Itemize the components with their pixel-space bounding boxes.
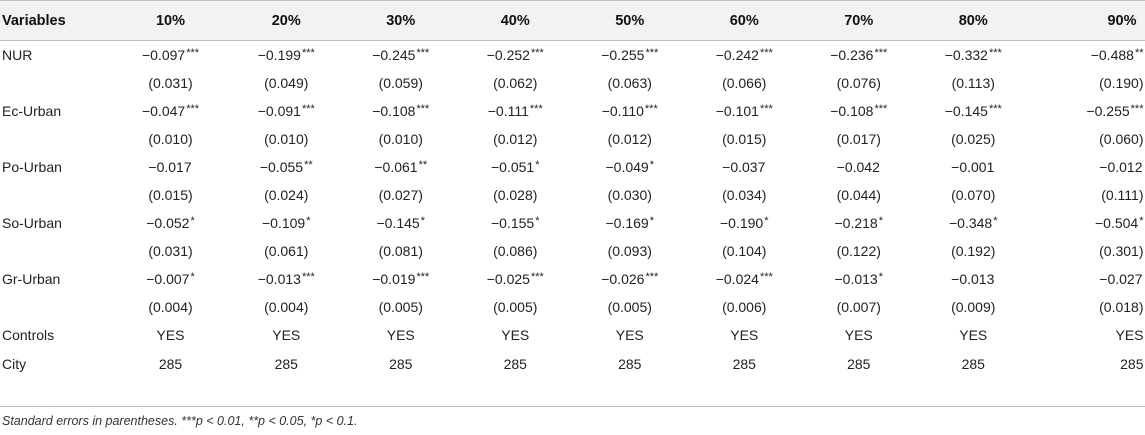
significance-stars: ***: [988, 102, 1002, 115]
significance-stars: ***: [416, 46, 430, 59]
significance-stars: *: [535, 158, 540, 171]
standard-error-cell: (0.018): [1099, 299, 1144, 316]
footer-label: Controls: [2, 327, 55, 344]
footer-value: 285: [503, 355, 527, 372]
standard-error-cell: (0.066): [722, 74, 767, 91]
estimate-row: [0, 153, 1145, 181]
footer-value: YES: [156, 327, 185, 344]
significance-stars: ***: [301, 46, 315, 59]
standard-error-row: [0, 237, 1145, 265]
standard-error-cell: (0.049): [264, 74, 309, 91]
estimate-cell: [344, 265, 459, 293]
estimate-cell: [1031, 97, 1145, 125]
coefficient-value: −0.252: [486, 46, 530, 63]
standard-error-cell: (0.060): [1099, 130, 1144, 147]
coefficient-value: −0.348: [949, 215, 993, 232]
significance-stars: ***: [530, 46, 544, 59]
standard-error-cell: (0.015): [722, 130, 767, 147]
footer-value: YES: [615, 327, 644, 344]
standard-error-cell: (0.034): [722, 187, 767, 204]
standard-error-cell: (0.027): [378, 187, 423, 204]
estimate-cell: [687, 153, 802, 181]
significance-stars: ***: [186, 102, 200, 115]
header-quantile: 70%: [802, 1, 917, 41]
significance-stars: ***: [759, 46, 773, 59]
coefficient-value: −0.108: [372, 102, 416, 119]
standard-error-cell: (0.006): [722, 299, 767, 316]
significance-stars: ***: [759, 102, 773, 115]
significance-stars: *: [878, 215, 883, 228]
header-quantile: 60%: [687, 1, 802, 41]
significance-stars: *: [993, 215, 998, 228]
estimate-cell: [687, 97, 802, 125]
standard-error-row: [0, 181, 1145, 209]
estimate-row: [0, 209, 1145, 237]
header-quantile: 80%: [916, 1, 1031, 41]
estimate-cell: [458, 153, 573, 181]
standard-error-cell: (0.025): [951, 130, 996, 147]
coefficient-value: −0.019: [372, 271, 416, 288]
footer-value: 285: [1120, 355, 1144, 372]
estimate-cell: [802, 209, 917, 237]
estimate-cell: [112, 153, 229, 181]
standard-error-cell: (0.081): [378, 243, 423, 260]
significance-stars: ***: [988, 46, 1002, 59]
estimate-cell: [112, 97, 229, 125]
estimate-cell: [458, 209, 573, 237]
significance-stars: **: [1134, 46, 1144, 59]
significance-stars: *: [306, 215, 311, 228]
standard-error-cell: (0.005): [607, 299, 652, 316]
variable-label: So-Urban: [2, 215, 62, 232]
footer-value: YES: [386, 327, 415, 344]
estimate-cell: [573, 97, 688, 125]
estimate-row: [0, 265, 1145, 293]
coefficient-value: −0.049: [605, 158, 649, 175]
estimate-cell: [802, 97, 917, 125]
standard-error-cell: (0.024): [264, 187, 309, 204]
blank-label-cell: [0, 181, 112, 209]
significance-stars: ***: [1130, 102, 1144, 115]
coefficient-value: −0.110: [601, 102, 644, 119]
significance-stars: ***: [874, 102, 888, 115]
estimate-cell: [687, 41, 802, 69]
standard-error-cell: (0.012): [493, 130, 538, 147]
standard-error-cell: (0.192): [951, 243, 996, 260]
significance-stars: ***: [416, 102, 430, 115]
significance-stars: ***: [530, 271, 544, 284]
estimate-cell: [229, 265, 344, 293]
standard-error-cell: (0.190): [1099, 74, 1144, 91]
estimate-cell: [112, 209, 229, 237]
standard-error-cell: (0.104): [722, 243, 767, 260]
coefficient-value: −0.169: [605, 215, 649, 232]
estimate-cell: [229, 41, 344, 69]
significance-stars: *: [1139, 215, 1144, 228]
significance-stars: *: [420, 215, 425, 228]
header-quantile: 30%: [344, 1, 459, 41]
coefficient-value: −0.037: [722, 158, 766, 175]
footer-value: 285: [158, 355, 183, 372]
estimate-cell: [458, 97, 573, 125]
coefficient-value: −0.332: [944, 46, 988, 63]
blank-label-cell: [0, 237, 112, 265]
estimate-cell: [573, 41, 688, 69]
variable-label: Po-Urban: [2, 158, 62, 175]
blank-label-cell: [0, 293, 112, 321]
estimate-cell: [573, 209, 688, 237]
variable-label: Gr-Urban: [2, 271, 61, 288]
coefficient-value: −0.001: [951, 158, 995, 175]
coefficient-value: −0.199: [257, 46, 301, 63]
significance-stars: ***: [301, 102, 315, 115]
variable-label: NUR: [2, 46, 33, 63]
coefficient-value: −0.236: [830, 46, 874, 63]
coefficient-value: −0.145: [944, 102, 988, 119]
coefficient-value: −0.242: [715, 46, 759, 63]
significance-stars: ***: [186, 46, 200, 59]
coefficient-value: −0.255: [601, 46, 645, 63]
standard-error-cell: (0.070): [951, 187, 996, 204]
coefficient-value: −0.504: [1095, 215, 1139, 232]
coefficient-value: −0.047: [141, 102, 186, 119]
standard-error-cell: (0.004): [148, 299, 193, 316]
coefficient-value: −0.155: [491, 215, 535, 232]
significance-stars: ***: [645, 46, 659, 59]
coefficient-value: −0.108: [830, 102, 874, 119]
estimate-cell: [344, 153, 459, 181]
estimate-row: [0, 41, 1145, 69]
blank-label-cell: [0, 69, 112, 97]
header-quantile: 10%: [112, 1, 229, 41]
footer-value: 285: [618, 355, 642, 372]
standard-error-cell: (0.004): [264, 299, 309, 316]
standard-error-cell: (0.028): [493, 187, 538, 204]
significance-stars: ***: [644, 102, 658, 115]
header-quantile: 90%: [1031, 1, 1145, 41]
coefficient-value: −0.051: [491, 158, 535, 175]
standard-error-cell: (0.044): [836, 187, 881, 204]
estimate-cell: [112, 265, 229, 293]
estimate-cell: [687, 209, 802, 237]
estimate-cell: [1031, 153, 1145, 181]
estimate-cell: [344, 97, 459, 125]
standard-error-cell: (0.007): [836, 299, 881, 316]
coefficient-value: −0.488: [1090, 46, 1134, 63]
standard-error-cell: (0.063): [607, 74, 652, 91]
estimate-cell: [458, 41, 573, 69]
standard-error-cell: (0.111): [1101, 187, 1144, 204]
variable-label: Ec-Urban: [2, 102, 62, 119]
coefficient-value: −0.027: [1099, 271, 1143, 288]
significance-stars: ***: [645, 271, 659, 284]
estimate-cell: [344, 41, 459, 69]
estimate-cell: [229, 209, 344, 237]
significance-stars: *: [190, 215, 195, 228]
coefficient-value: −0.052: [146, 215, 190, 232]
footer-row: [0, 350, 1145, 378]
significance-stars: *: [878, 271, 883, 284]
footer-value: YES: [730, 327, 759, 344]
coefficient-value: −0.245: [372, 46, 416, 63]
standard-error-cell: (0.010): [264, 130, 309, 147]
estimate-cell: [802, 153, 917, 181]
header-quantile: 20%: [229, 1, 344, 41]
estimate-cell: [229, 97, 344, 125]
table-note: Standard errors in parentheses. ***p < 0.01, **p < 0.05, *p < 0.1.: [2, 414, 358, 428]
estimate-cell: [802, 41, 917, 69]
estimate-cell: [916, 153, 1031, 181]
significance-stars: *: [190, 271, 195, 284]
significance-stars: ***: [529, 102, 543, 115]
significance-stars: ***: [416, 271, 430, 284]
standard-error-cell: (0.062): [493, 74, 538, 91]
significance-stars: **: [304, 158, 313, 171]
coefficient-value: −0.042: [836, 158, 880, 175]
footer-value: YES: [501, 327, 530, 344]
significance-stars: **: [418, 158, 428, 171]
footer-label: City: [2, 355, 27, 372]
blank-label-cell: [0, 125, 112, 153]
standard-error-cell: (0.301): [1099, 243, 1144, 260]
estimate-cell: [573, 153, 688, 181]
standard-error-cell: (0.010): [378, 130, 423, 147]
standard-error-cell: (0.015): [148, 187, 193, 204]
coefficient-value: −0.013: [834, 271, 878, 288]
standard-error-row: [0, 293, 1145, 321]
standard-error-cell: (0.012): [607, 130, 652, 147]
significance-stars: ***: [759, 271, 773, 284]
significance-stars: *: [649, 158, 654, 171]
significance-stars: ***: [301, 271, 315, 284]
coefficient-value: −0.061: [374, 158, 418, 175]
coefficient-value: −0.255: [1086, 102, 1130, 119]
coefficient-value: −0.055: [259, 158, 304, 175]
standard-error-cell: (0.030): [607, 187, 652, 204]
standard-error-cell: (0.061): [264, 243, 309, 260]
estimate-cell: [916, 97, 1031, 125]
coefficient-value: −0.012: [1099, 158, 1143, 175]
estimate-cell: [802, 265, 917, 293]
estimate-cell: [112, 41, 229, 69]
estimate-cell: [229, 153, 344, 181]
standard-error-cell: (0.113): [951, 74, 995, 91]
estimate-cell: [1031, 209, 1145, 237]
coefficient-value: −0.017: [148, 158, 192, 175]
coefficient-value: −0.145: [376, 215, 420, 232]
coefficient-value: −0.101: [715, 102, 759, 119]
table-body: [0, 41, 1145, 378]
standard-error-cell: (0.017): [836, 130, 881, 147]
estimate-cell: [344, 209, 459, 237]
coefficient-value: −0.218: [834, 215, 878, 232]
standard-error-row: [0, 69, 1145, 97]
standard-error-cell: (0.031): [148, 74, 193, 91]
standard-error-cell: (0.059): [378, 74, 423, 91]
footer-value: 285: [389, 355, 413, 372]
footer-value: YES: [844, 327, 873, 344]
standard-error-cell: (0.005): [378, 299, 423, 316]
estimate-cell: [916, 209, 1031, 237]
coefficient-value: −0.097: [141, 46, 186, 63]
footer-value: 285: [274, 355, 298, 372]
header-quantile: 50%: [573, 1, 688, 41]
estimate-row: [0, 97, 1145, 125]
footer-row: [0, 321, 1145, 349]
footer-value: 285: [961, 355, 985, 372]
estimate-cell: [573, 265, 688, 293]
estimate-cell: [1031, 41, 1145, 69]
coefficient-value: −0.013: [257, 271, 301, 288]
significance-stars: *: [764, 215, 769, 228]
standard-error-cell: (0.031): [148, 243, 193, 260]
standard-error-cell: (0.093): [607, 243, 652, 260]
header-quantile: 40%: [458, 1, 573, 41]
coefficient-value: −0.111: [487, 102, 529, 119]
header-variables: Variables: [0, 1, 112, 41]
coefficient-value: −0.013: [951, 271, 995, 288]
footer-value: 285: [732, 355, 756, 372]
footer-value: YES: [272, 327, 301, 344]
standard-error-cell: (0.005): [493, 299, 538, 316]
coefficient-value: −0.007: [146, 271, 190, 288]
standard-error-cell: (0.009): [951, 299, 996, 316]
significance-stars: *: [649, 215, 654, 228]
standard-error-row: [0, 125, 1145, 153]
significance-stars: ***: [874, 46, 888, 59]
estimate-cell: [458, 265, 573, 293]
coefficient-value: −0.109: [262, 215, 306, 232]
footer-value: YES: [959, 327, 988, 344]
coefficient-value: −0.026: [601, 271, 645, 288]
footer-value: 285: [847, 355, 871, 372]
coefficient-value: −0.025: [486, 271, 530, 288]
estimate-cell: [687, 265, 802, 293]
table-header-row: [0, 1, 1145, 41]
standard-error-cell: (0.122): [836, 243, 881, 260]
estimate-cell: [916, 265, 1031, 293]
standard-error-cell: (0.010): [148, 130, 193, 147]
estimate-cell: [1031, 265, 1145, 293]
coefficient-value: −0.190: [720, 215, 764, 232]
note-divider: [0, 406, 1145, 407]
standard-error-cell: (0.076): [836, 74, 881, 91]
coefficient-value: −0.024: [715, 271, 759, 288]
coefficient-value: −0.091: [257, 102, 301, 119]
significance-stars: *: [535, 215, 540, 228]
footer-value: YES: [1115, 327, 1144, 344]
estimate-cell: [916, 41, 1031, 69]
standard-error-cell: (0.086): [493, 243, 538, 260]
